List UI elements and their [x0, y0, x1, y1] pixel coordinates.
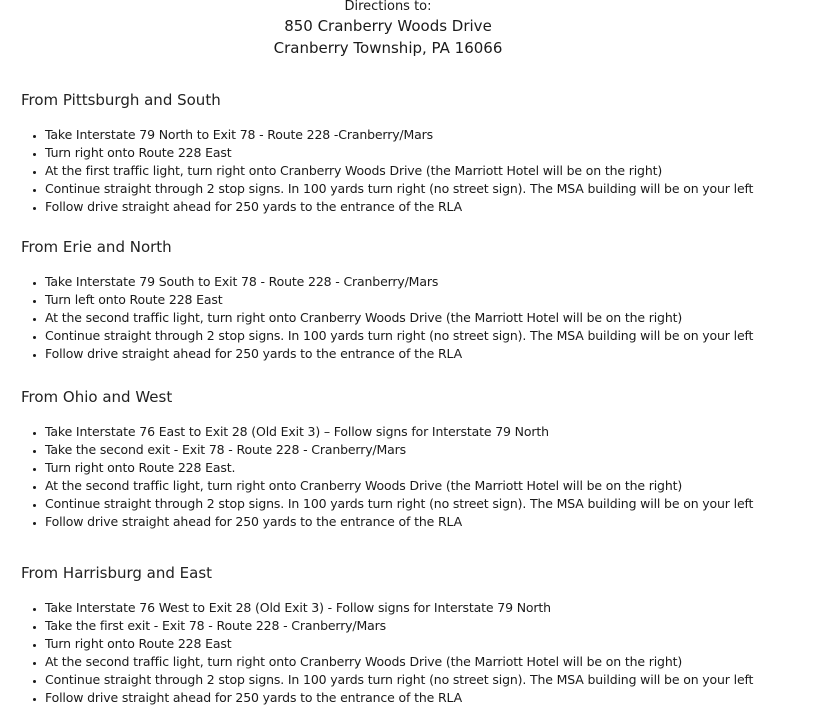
step-item: • Turn right onto Route 228 East	[45, 635, 753, 653]
step-item: • Follow drive straight ahead for 250 yards to the entrance of the RLA	[45, 198, 753, 216]
step-item: • At the first traffic light, turn right onto Cranberry Woods Drive (the Marriott Hotel will be on the right)	[45, 162, 753, 180]
step-item: • Follow drive straight ahead for 250 yards to the entrance of the RLA	[45, 689, 753, 707]
directions-header	[0, 0, 776, 59]
section-title: From Erie and North	[21, 238, 172, 256]
step-item: • Turn left onto Route 228 East	[45, 291, 753, 309]
step-item: • Take Interstate 79 North to Exit 78 - Route 228 -Cranberry/Mars	[45, 126, 753, 144]
step-item: • Follow drive straight ahead for 250 yards to the entrance of the RLA	[45, 345, 753, 363]
step-item: • Take the second exit - Exit 78 - Route 228 - Cranberry/Mars	[45, 441, 753, 459]
steps-list	[21, 273, 753, 363]
section-ohio-west	[21, 387, 753, 532]
step-item: • Turn right onto Route 228 East.	[45, 459, 753, 477]
step-item: • Follow drive straight ahead for 250 yards to the entrance of the RLA	[45, 513, 753, 531]
step-item: • Take Interstate 76 West to Exit 28 (Old Exit 3) - Follow signs for Interstate 79 North	[45, 599, 753, 617]
step-item: • Take the first exit - Exit 78 - Route 228 - Cranberry/Mars	[45, 617, 753, 635]
section-pittsburgh-south	[21, 90, 753, 216]
step-item: • Continue straight through 2 stop signs. In 100 yards turn right (no street sign). The MSA building will be on your left	[45, 327, 753, 345]
section-harrisburg-east	[21, 563, 753, 708]
address-line-1: 850 Cranberry Woods Drive	[284, 17, 492, 35]
address-line-2: Cranberry Township, PA 16066	[273, 39, 503, 57]
step-item: • Continue straight through 2 stop signs. In 100 yards turn right (no street sign). The MSA building will be on your left	[45, 180, 753, 198]
step-item: • At the second traffic light, turn right onto Cranberry Woods Drive (the Marriott Hotel will be on the right)	[45, 653, 753, 671]
directions-intro: Directions to:	[344, 0, 432, 14]
step-item: • At the second traffic light, turn right onto Cranberry Woods Drive (the Marriott Hotel will be on the right)	[45, 477, 753, 495]
section-title: From Harrisburg and East	[21, 564, 213, 582]
steps-list	[21, 126, 753, 216]
section-title: From Ohio and West	[21, 388, 173, 406]
step-item: • Turn right onto Route 228 East	[45, 144, 753, 162]
section-erie-north	[21, 237, 753, 363]
step-item: • Continue straight through 2 stop signs. In 100 yards turn right (no street sign). The MSA building will be on your left	[45, 671, 753, 689]
step-item: • Continue straight through 2 stop signs. In 100 yards turn right (no street sign). The MSA building will be on your left	[45, 495, 753, 513]
step-item: • Take Interstate 76 East to Exit 28 (Old Exit 3) – Follow signs for Interstate 79 North	[45, 423, 753, 441]
steps-list	[21, 423, 753, 532]
section-title: From Pittsburgh and South	[21, 91, 221, 109]
steps-list	[21, 599, 753, 708]
step-item: • At the second traffic light, turn right onto Cranberry Woods Drive (the Marriott Hotel will be on the right)	[45, 309, 753, 327]
step-item: • Take Interstate 79 South to Exit 78 - Route 228 - Cranberry/Mars	[45, 273, 753, 291]
